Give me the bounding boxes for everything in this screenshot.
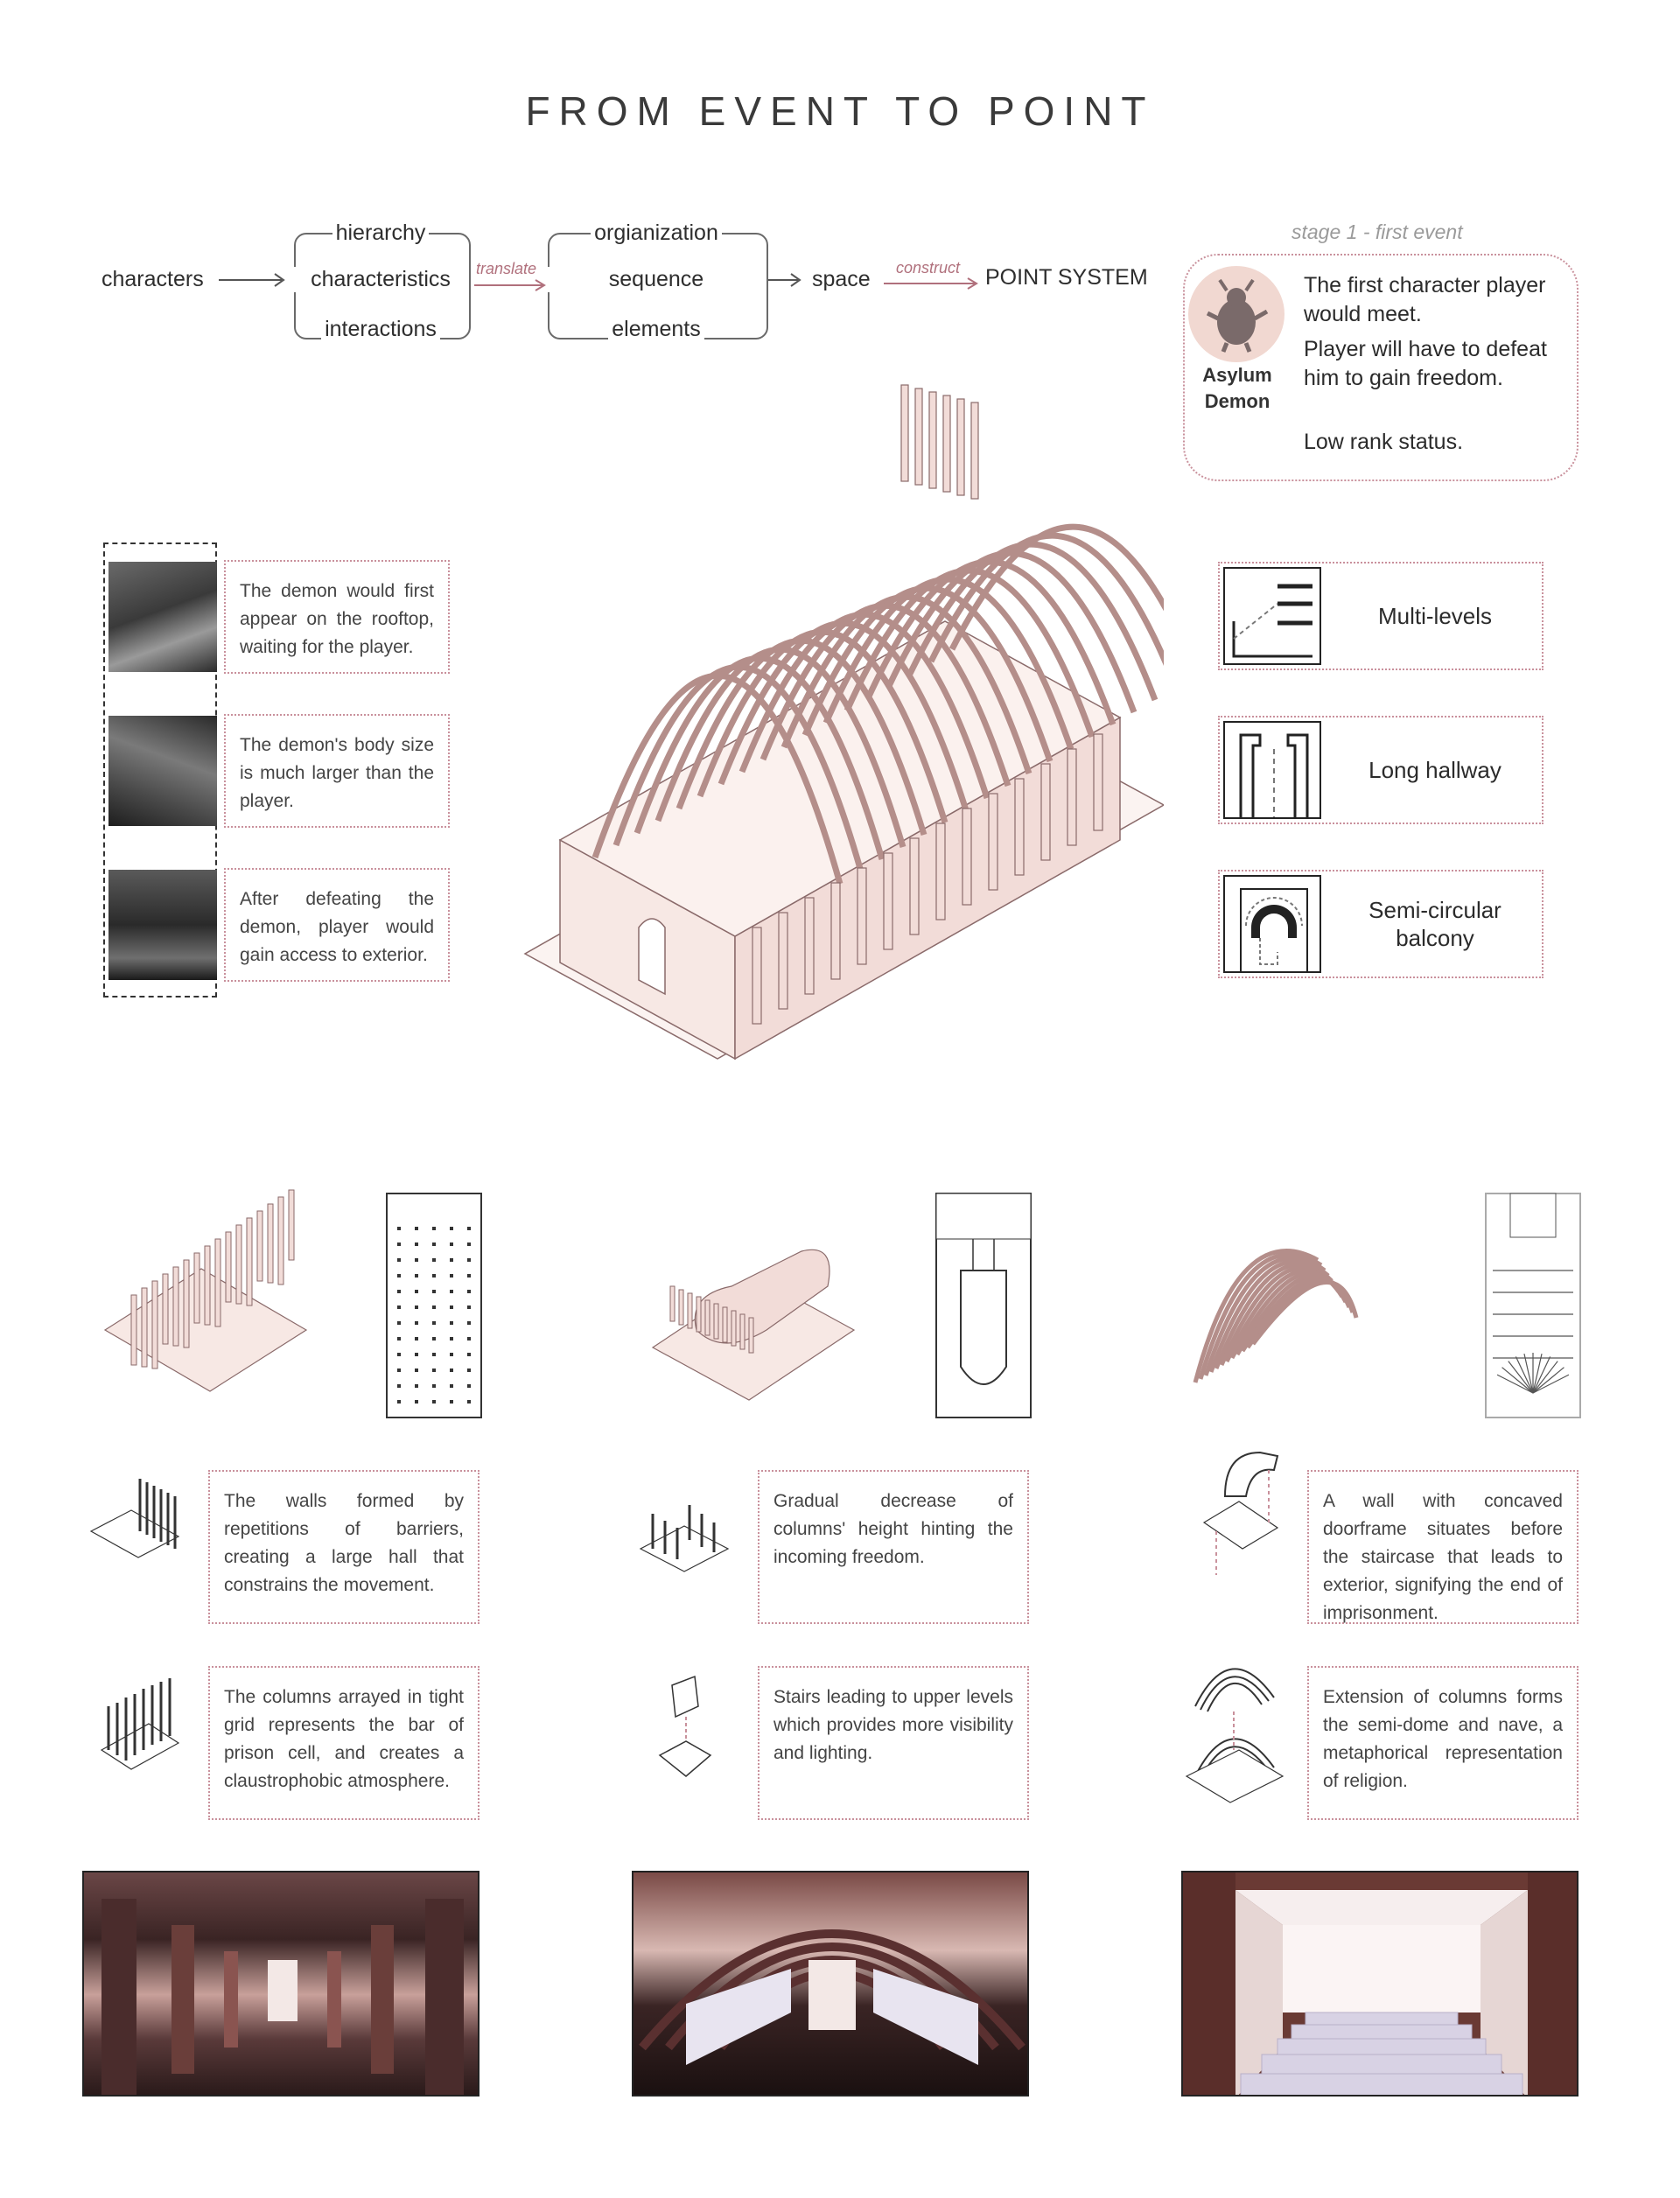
left-note-2: The demon's body size is much larger than the player. bbox=[224, 714, 450, 828]
render-column-hall-graphic bbox=[84, 1872, 480, 2096]
flow-group2-bottom: elements bbox=[548, 317, 765, 342]
tower-column bbox=[943, 396, 950, 492]
plan-1-column-dot bbox=[397, 1321, 401, 1325]
model-2-column bbox=[688, 1293, 692, 1328]
character-line-1: The first character player would meet. bbox=[1304, 273, 1546, 326]
arrow-right-icon bbox=[766, 271, 803, 289]
game-screenshot-exterior bbox=[108, 870, 217, 980]
plan-1-column-dot bbox=[467, 1258, 471, 1262]
bottom-note-3: A wall with concaved doorframe situates before the staircase that leads to exterior, signifying the end of imprisonment. bbox=[1307, 1470, 1578, 1624]
facade-column bbox=[1094, 734, 1102, 830]
model-1-column bbox=[268, 1204, 273, 1283]
plan-1-column-dot bbox=[415, 1400, 418, 1404]
bottom-note-6: Extension of columns forms the semi-dome and nave, a metaphorical representation of religion. bbox=[1307, 1666, 1578, 1820]
flow-group1-mid: characteristics bbox=[294, 267, 467, 292]
plan-1-column-dot bbox=[397, 1384, 401, 1388]
plan-1-column-dot bbox=[450, 1368, 453, 1372]
plan-1-column-dot bbox=[415, 1274, 418, 1278]
plan-1-column-dot bbox=[467, 1274, 471, 1278]
flow-group2-top: orgianization bbox=[548, 220, 765, 246]
semi-dome-extension-icon bbox=[1178, 1645, 1292, 1820]
model-1-column bbox=[152, 1281, 158, 1368]
character-line-2: Player will have to defeat him to gain freedom. bbox=[1304, 337, 1547, 390]
plan-1 bbox=[385, 1192, 483, 1419]
game-screenshot-demon bbox=[108, 716, 217, 826]
plan-1-column-dot bbox=[415, 1227, 418, 1230]
facade-column bbox=[779, 913, 788, 1009]
plan-3 bbox=[1484, 1192, 1582, 1419]
bottom-note-2: Gradual decrease of columns' height hinting the incoming freedom. bbox=[758, 1470, 1029, 1624]
stage-label: stage 1 - first event bbox=[1292, 220, 1463, 243]
plan-2 bbox=[934, 1192, 1032, 1419]
plan-1-column-dot bbox=[415, 1242, 418, 1246]
plan-1-column-dot bbox=[415, 1337, 418, 1340]
flow-space: space bbox=[812, 267, 871, 291]
flow-group1-top: hierarchy bbox=[294, 220, 467, 246]
model-2-column bbox=[723, 1307, 727, 1342]
model-2-axonometric bbox=[644, 1190, 863, 1409]
left-note-3: After defeating the demon, player would gain access to exterior. bbox=[224, 868, 450, 982]
bottom-note-4: The columns arrayed in tight grid represents the bar of prison cell, and creates a claustrophobic atmosphere. bbox=[208, 1666, 480, 1820]
plan-1-column-dot bbox=[397, 1400, 401, 1404]
model-2-column bbox=[740, 1314, 745, 1349]
plan-1-column-dot bbox=[432, 1290, 436, 1293]
legend-label-multi-levels: Multi-levels bbox=[1377, 603, 1493, 629]
model-2-column bbox=[749, 1318, 753, 1353]
plan-1-column-dot bbox=[432, 1274, 436, 1278]
plan-1-column-dot bbox=[467, 1227, 471, 1230]
long-hallway-icon bbox=[1223, 721, 1321, 819]
facade-column bbox=[962, 808, 971, 905]
plan-1-column-dot bbox=[432, 1400, 436, 1404]
arrow-right-icon bbox=[217, 271, 287, 289]
plan-1-column-dot bbox=[397, 1242, 401, 1246]
model-1-column bbox=[131, 1295, 136, 1365]
plan-1-column-dot bbox=[432, 1368, 436, 1372]
model-1-column bbox=[226, 1232, 231, 1302]
plan-1-column-dot bbox=[467, 1368, 471, 1372]
model-1-column bbox=[205, 1246, 210, 1325]
plan-1-column-dot bbox=[450, 1290, 453, 1293]
model-2-column bbox=[679, 1290, 683, 1325]
model-1-column bbox=[184, 1260, 189, 1348]
plan-1-column-dot bbox=[397, 1353, 401, 1356]
plan-1-column-dot bbox=[397, 1290, 401, 1293]
plan-1-column-dot bbox=[450, 1353, 453, 1356]
plan-1-column-dot bbox=[432, 1258, 436, 1262]
multi-levels-icon bbox=[1223, 567, 1321, 665]
plan-1-column-dot bbox=[397, 1368, 401, 1372]
flow-translate: translate bbox=[476, 260, 537, 277]
facade-column bbox=[884, 853, 892, 949]
model-2-column bbox=[696, 1297, 701, 1332]
plan-1-column-dot bbox=[467, 1337, 471, 1340]
tower-column bbox=[915, 388, 922, 485]
facade-column bbox=[910, 838, 919, 934]
model-1-column bbox=[257, 1211, 262, 1281]
facade-column bbox=[831, 883, 840, 979]
column-decrease-icon bbox=[635, 1488, 733, 1575]
plan-1-column-dot bbox=[415, 1290, 418, 1293]
model-2-column bbox=[670, 1286, 675, 1321]
model-1-column bbox=[173, 1267, 178, 1346]
left-note-1: The demon would first appear on the rooftop, waiting for the player. bbox=[224, 560, 450, 674]
plan-1-column-dot bbox=[397, 1306, 401, 1309]
stairs-icon bbox=[654, 1671, 716, 1785]
plan-1-column-dot bbox=[397, 1258, 401, 1262]
plan-1-column-dot bbox=[415, 1321, 418, 1325]
tower-column bbox=[901, 385, 908, 481]
model-1-axonometric bbox=[96, 1164, 315, 1426]
facade-column bbox=[805, 898, 814, 994]
facade-column bbox=[1015, 779, 1024, 875]
model-2-column bbox=[714, 1304, 718, 1339]
plan-1-column-dot bbox=[415, 1306, 418, 1309]
plan-1-column-dot bbox=[450, 1306, 453, 1309]
render-column-hall bbox=[82, 1871, 480, 2096]
plan-1-column-dot bbox=[467, 1400, 471, 1404]
plan-1-column-dot bbox=[467, 1384, 471, 1388]
plan-1-column-dot bbox=[432, 1242, 436, 1246]
page-title: FROM EVENT TO POINT bbox=[525, 88, 1155, 134]
plan-1-column-dot bbox=[432, 1227, 436, 1230]
wall-barrier-icon bbox=[86, 1470, 184, 1584]
plan-1-column-dot bbox=[450, 1384, 453, 1388]
plan-1-column-dot bbox=[432, 1321, 436, 1325]
facade-column bbox=[1068, 749, 1076, 845]
render-exit-staircase-graphic bbox=[1183, 1872, 1578, 2096]
render-vaulted-nave bbox=[632, 1871, 1029, 2096]
bottom-note-1: The walls formed by repetitions of barriers, creating a large hall that constrains the movement. bbox=[208, 1470, 480, 1624]
model-1-column bbox=[278, 1197, 284, 1284]
plan-1-column-dot bbox=[467, 1290, 471, 1293]
plan-1-column-dot bbox=[467, 1306, 471, 1309]
model-1-column bbox=[289, 1190, 294, 1260]
plan-1-column-dot bbox=[467, 1242, 471, 1246]
plan-1-column-dot bbox=[432, 1306, 436, 1309]
flow-group1-bottom: interactions bbox=[294, 317, 467, 342]
character-line-3: Low rank status. bbox=[1304, 430, 1464, 454]
tower-column bbox=[971, 402, 978, 499]
arrow-right-icon bbox=[472, 278, 547, 292]
plan-1-column-dot bbox=[450, 1400, 453, 1404]
plan-1-column-dot bbox=[467, 1321, 471, 1325]
flow-group2-mid: sequence bbox=[548, 267, 765, 292]
plan-1-column-dot bbox=[450, 1242, 453, 1246]
concave-doorframe-icon bbox=[1190, 1444, 1288, 1584]
column-grid-icon bbox=[96, 1671, 184, 1785]
render-vaulted-nave-graphic bbox=[634, 1872, 1029, 2096]
flow-characters: characters bbox=[102, 267, 204, 291]
model-1-column bbox=[194, 1253, 200, 1323]
arrow-right-icon bbox=[882, 276, 980, 290]
plan-1-column-dot bbox=[415, 1258, 418, 1262]
plan-1-column-dot bbox=[397, 1227, 401, 1230]
character-name: Asylum Demon bbox=[1202, 364, 1272, 412]
model-1-column bbox=[247, 1218, 252, 1306]
model-3-axonometric bbox=[1186, 1208, 1370, 1400]
model-1-column bbox=[215, 1239, 220, 1326]
model-1-column bbox=[142, 1288, 147, 1367]
semi-circular-balcony-icon bbox=[1223, 875, 1321, 973]
facade-column bbox=[936, 823, 945, 920]
plan-1-column-dot bbox=[432, 1337, 436, 1340]
plan-1-column-dot bbox=[450, 1274, 453, 1278]
plan-1-column-dot bbox=[467, 1353, 471, 1356]
central-axonometric-model bbox=[516, 368, 1164, 1138]
bottom-note-5: Stairs leading to upper levels which provides more visibility and lighting. bbox=[758, 1666, 1029, 1820]
model-1-column bbox=[236, 1225, 242, 1304]
plan-1-column-dot bbox=[415, 1353, 418, 1356]
game-screenshot-rooftop bbox=[108, 562, 217, 672]
plan-1-column-dot bbox=[415, 1368, 418, 1372]
facade-column bbox=[989, 794, 998, 890]
plan-1-column-dot bbox=[432, 1384, 436, 1388]
demon-avatar-icon bbox=[1186, 264, 1286, 364]
facade-column bbox=[752, 928, 761, 1024]
model-2-column bbox=[705, 1300, 710, 1335]
plan-1-column-dot bbox=[397, 1274, 401, 1278]
plan-1-column-dot bbox=[450, 1321, 453, 1325]
render-exit-staircase bbox=[1181, 1871, 1578, 2096]
flow-construct: construct bbox=[896, 259, 961, 276]
legend-label-semi-circular-balcony: Semi-circular balcony bbox=[1368, 897, 1502, 951]
plan-1-column-dot bbox=[415, 1384, 418, 1388]
plan-1-column-dot bbox=[450, 1258, 453, 1262]
plan-1-column-dot bbox=[397, 1337, 401, 1340]
flow-point-system: POINT SYSTEM bbox=[985, 265, 1148, 290]
plan-1-column-dot bbox=[450, 1227, 453, 1230]
plan-1-column-dot bbox=[450, 1337, 453, 1340]
model-1-column bbox=[163, 1274, 168, 1344]
model-2-column bbox=[732, 1311, 736, 1346]
tower-column bbox=[929, 392, 936, 488]
plan-1-column-dot bbox=[432, 1353, 436, 1356]
facade-column bbox=[858, 868, 866, 964]
facade-column bbox=[1041, 764, 1050, 860]
legend-label-long-hallway: Long hallway bbox=[1368, 757, 1502, 783]
tower-column bbox=[957, 399, 964, 495]
